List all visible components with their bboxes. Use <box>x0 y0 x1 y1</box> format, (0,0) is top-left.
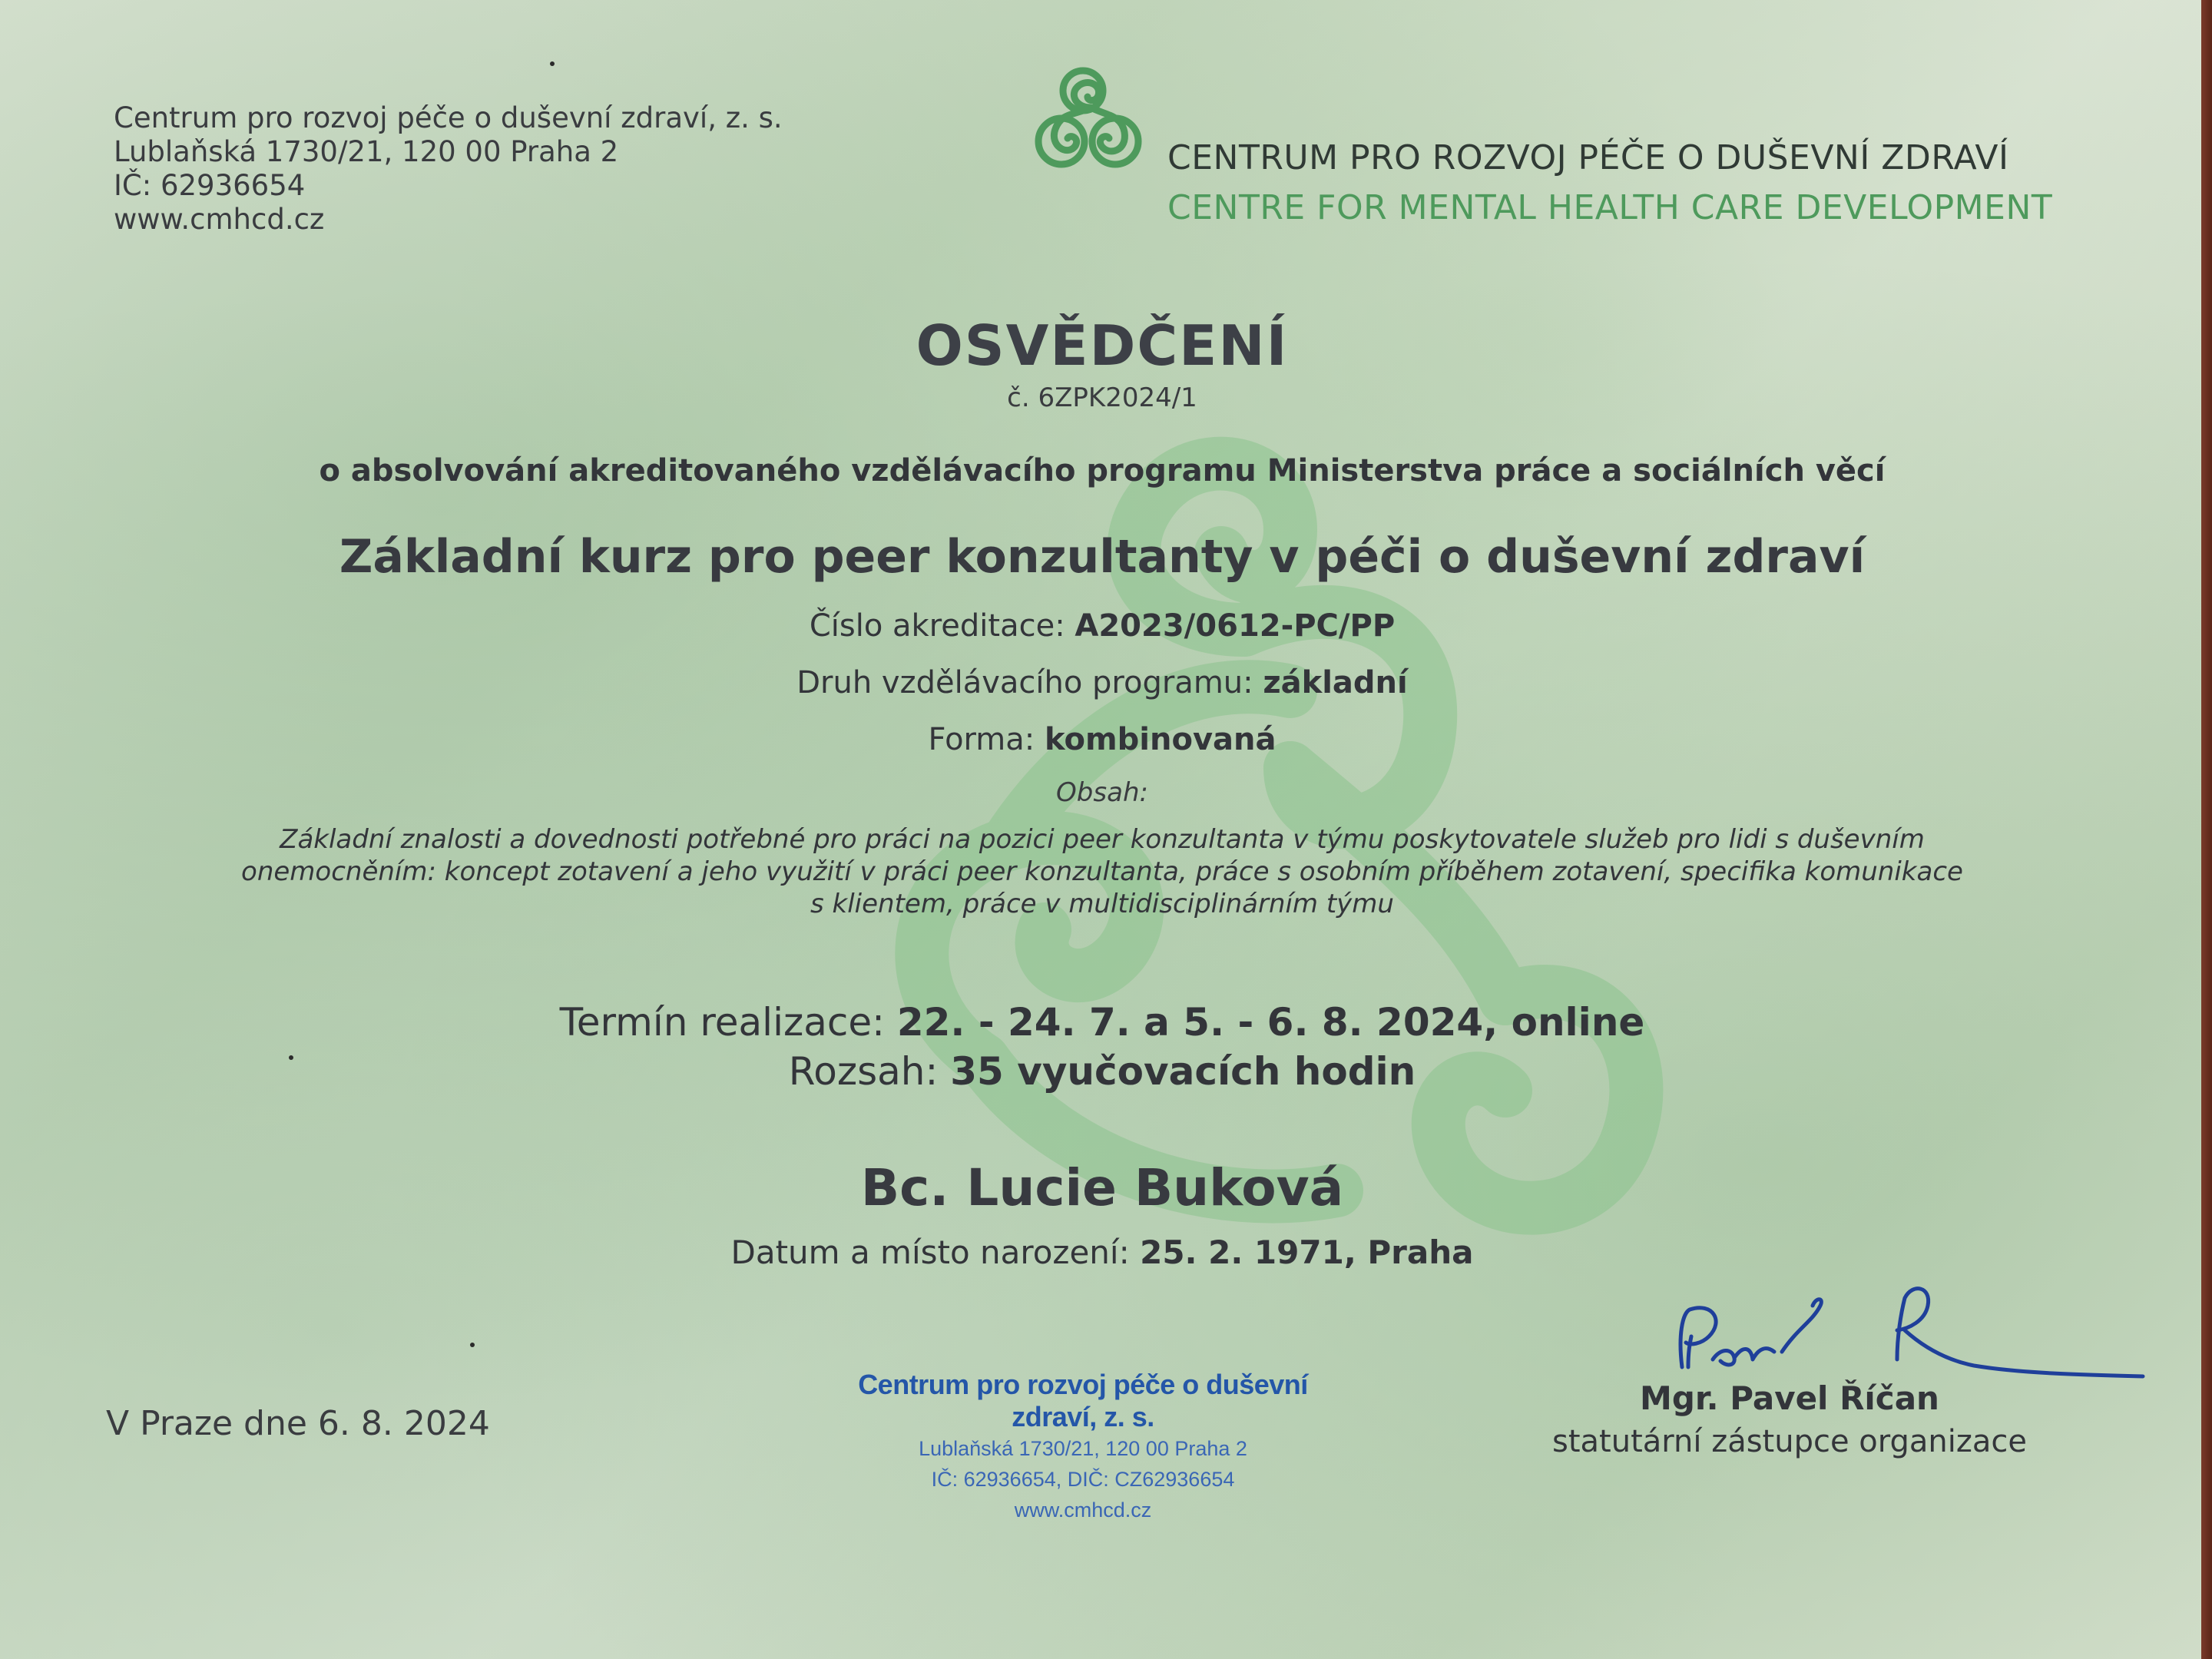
accreditation-label: Číslo akreditace: <box>809 608 1075 644</box>
stamp-name: Centrum pro rozvoj péče o duševní zdraví, z. s. <box>858 1369 1308 1432</box>
issuer-street: Lublaňská 1730/21, 120 00 Praha 2 <box>114 135 619 168</box>
term-label: Termín realizace: <box>559 1000 897 1045</box>
organization-logo <box>1022 61 2053 238</box>
paper-speck <box>550 61 555 66</box>
issuer-web: www.cmhcd.cz <box>114 203 325 236</box>
program-type-line <box>0 665 2204 700</box>
content-line: Základní znalosti a dovednosti potřebné pro práci na pozici peer konzultanta v týmu poskytovatele služeb pro lidi s duševním <box>280 824 1925 855</box>
birth-value: 25. 2. 1971, Praha <box>1140 1233 1474 1271</box>
desk-edge <box>2201 0 2212 1659</box>
term-value: 22. - 24. 7. a 5. - 6. 8. 2024, online <box>896 1000 1645 1045</box>
scope-line <box>0 1049 2204 1094</box>
paper-speck <box>470 1343 475 1347</box>
organization-stamp <box>837 1369 1329 1525</box>
logo-name-english: CENTRE FOR MENTAL HEALTH CARE DEVELOPMENT <box>1167 188 2053 227</box>
logo-name-czech: CENTRUM PRO ROZVOJ PÉČE O DUŠEVNÍ ZDRAVÍ <box>1167 138 2009 177</box>
triple-spiral-logo-icon <box>1022 61 1156 196</box>
place-and-date: V Praze dne 6. 8. 2024 <box>106 1404 490 1443</box>
program-type-label: Druh vzdělávacího programu: <box>796 665 1263 700</box>
issuer-address-block <box>114 101 783 237</box>
recipient-name: Bc. Lucie Buková <box>860 1158 1344 1217</box>
certificate-title: OSVĚDČENÍ <box>916 313 1289 378</box>
stamp-ids: IČ: 62936654, DIČ: CZ62936654 <box>931 1468 1235 1491</box>
paper-speck <box>289 1055 293 1060</box>
signer-name: Mgr. Pavel Říčan <box>1640 1379 1939 1417</box>
program-form-line <box>0 722 2204 757</box>
birth-label: Datum a místo narození: <box>730 1233 1141 1271</box>
birth-line <box>0 1233 2204 1271</box>
content-line: s klientem, práce v multidisciplinárním týmu <box>810 889 1394 919</box>
program-statement: o absolvování akreditovaného vzdělávacího programu Ministerstva práce a sociálních věcí <box>319 453 1886 488</box>
issuer-ico: IČ: 62936654 <box>114 169 306 202</box>
scope-label: Rozsah: <box>788 1049 951 1094</box>
issuer-name: Centrum pro rozvoj péče o duševní zdraví, z. s. <box>114 101 783 134</box>
stamp-street: Lublaňská 1730/21, 120 00 Praha 2 <box>919 1437 1247 1460</box>
signer-role: statutární zástupce organizace <box>1552 1424 2027 1459</box>
content-line: onemocněním: koncept zotavení a jeho využití v práci peer konzultanta, práce s osobním příběhem zotavení, specifika komunikace <box>241 856 1963 887</box>
accreditation-line <box>0 608 2204 644</box>
stamp-web: www.cmhcd.cz <box>1014 1498 1152 1522</box>
program-form-value: kombinovaná <box>1044 722 1277 757</box>
accreditation-value: A2023/0612-PC/PP <box>1075 608 1396 644</box>
program-form-label: Forma: <box>928 722 1045 757</box>
program-type-value: základní <box>1263 665 1408 700</box>
certificate-number: č. 6ZPK2024/1 <box>1007 382 1197 413</box>
course-name: Základní kurz pro peer konzultanty v péči o duševní zdraví <box>339 530 1866 584</box>
content-label: Obsah: <box>1056 777 1148 808</box>
term-line <box>0 1000 2204 1045</box>
content-description <box>131 823 2074 920</box>
scope-value: 35 vyučovacích hodin <box>950 1049 1416 1094</box>
